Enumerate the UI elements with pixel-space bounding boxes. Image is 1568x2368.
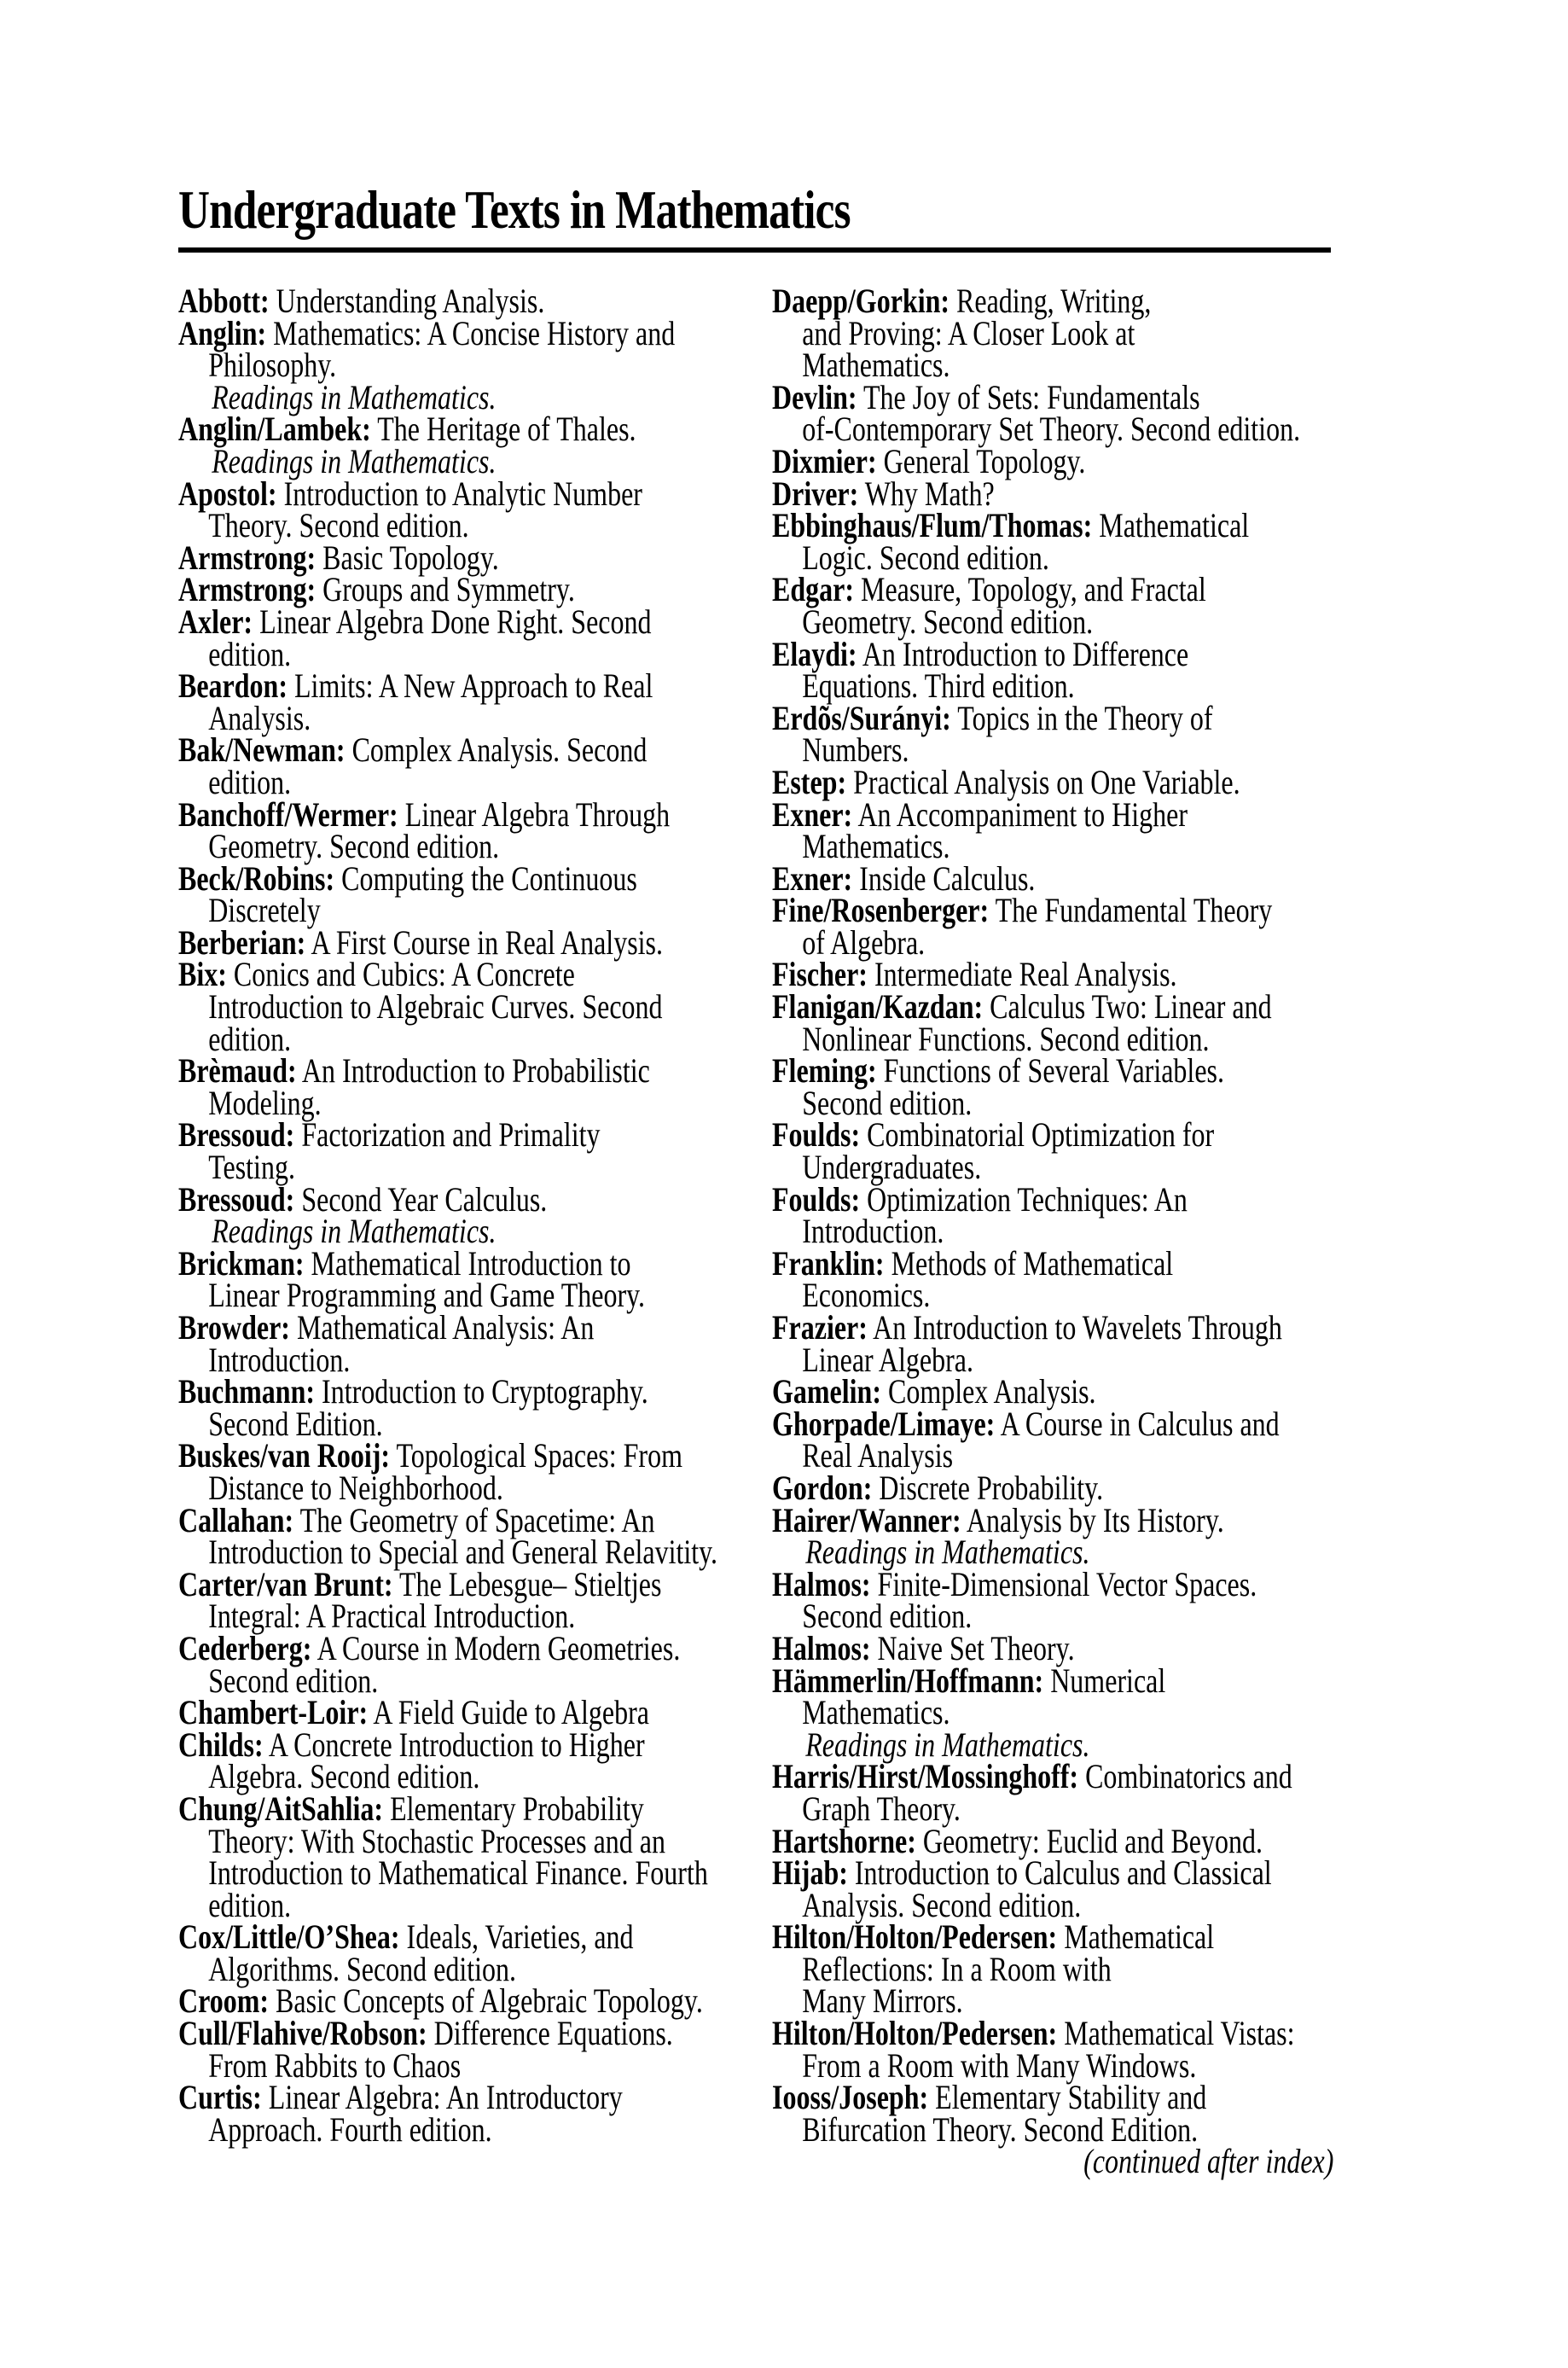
book-list-right-column bbox=[772, 282, 1390, 2181]
book-line: Chung/AitSahlia: Elementary Probability bbox=[178, 1789, 644, 1828]
book-author: Estep: bbox=[772, 762, 847, 801]
book-line: Anglin/Lambek: The Heritage of Thales. bbox=[178, 410, 636, 449]
book-line: Hairer/Wanner: Analysis by Its History. bbox=[772, 1500, 1224, 1539]
book-line: Second Edition. bbox=[208, 1404, 383, 1443]
continued-after-index-note: (continued after index) bbox=[1083, 2142, 1334, 2181]
book-line: Frazier: An Introduction to Wavelets Through bbox=[772, 1308, 1282, 1347]
book-line: Testing. bbox=[208, 1148, 295, 1187]
book-author: Banchoff/Wermer: bbox=[178, 794, 398, 834]
book-line: Bix: Conics and Cubics: A Concrete bbox=[178, 955, 575, 994]
book-author: Anglin/Lambek: bbox=[178, 410, 371, 449]
book-line: Fleming: Functions of Several Variables. bbox=[772, 1051, 1224, 1091]
book-line: Banchoff/Wermer: Linear Algebra Through bbox=[178, 794, 671, 834]
book-line: Theory. Second edition. bbox=[208, 506, 469, 545]
book-line: Second edition. bbox=[208, 1661, 379, 1700]
book-line: Halmos: Naive Set Theory. bbox=[772, 1628, 1075, 1667]
book-author: Exner: bbox=[772, 794, 853, 834]
book-line: Fine/Rosenberger: The Fundamental Theory bbox=[772, 891, 1273, 930]
book-author: Halmos: bbox=[772, 1564, 871, 1603]
book-author: Hämmerlin/Hoffmann: bbox=[772, 1661, 1044, 1700]
book-line: Bifurcation Theory. Second Edition. bbox=[802, 2109, 1199, 2149]
book-line: Algorithms. Second edition. bbox=[208, 1949, 517, 1988]
book-line: Readings in Mathematics. bbox=[212, 377, 497, 416]
book-line: Anglin: Mathematics: A Concise History and bbox=[178, 313, 676, 352]
book-line: Hilton/Holton/Pedersen: Mathematical Vistas: bbox=[772, 2014, 1295, 2053]
book-line: Ebbinghaus/Flum/Thomas: Mathematical bbox=[772, 506, 1250, 545]
book-author: Hilton/Holton/Pedersen: bbox=[772, 1917, 1058, 1957]
book-line: Daepp/Gorkin: Reading, Writing, bbox=[772, 282, 1152, 320]
book-author: Foulds: bbox=[772, 1179, 861, 1219]
book-author: Iooss/Joseph: bbox=[772, 2078, 929, 2117]
book-author: Axler: bbox=[178, 602, 253, 641]
book-line: Second edition. bbox=[802, 1083, 973, 1122]
book-line: Foulds: Optimization Techniques: An bbox=[772, 1179, 1188, 1219]
book-line: Buchmann: Introduction to Cryptography. bbox=[178, 1372, 648, 1411]
book-author: Bressoud: bbox=[178, 1115, 295, 1155]
book-author: Fleming: bbox=[772, 1051, 877, 1091]
book-line: Cox/Little/O’Shea: Ideals, Varieties, and bbox=[178, 1917, 634, 1957]
book-line: Apostol: Introduction to Analytic Number bbox=[178, 474, 642, 513]
book-author: Brèmaud: bbox=[178, 1051, 297, 1091]
book-line: Harris/Hirst/Mossinghoff: Combinatorics and bbox=[772, 1757, 1292, 1796]
book-author: Cederberg: bbox=[178, 1628, 312, 1667]
book-line: Carter/van Brunt: The Lebesgue– Stieltjes bbox=[178, 1564, 662, 1603]
book-line: Discretely bbox=[208, 891, 321, 930]
book-line: edition. bbox=[208, 634, 292, 673]
book-line: Approach. Fourth edition. bbox=[208, 2109, 492, 2149]
book-line: Theory: With Stochastic Processes and an bbox=[208, 1821, 665, 1860]
book-line: Abbott: Understanding Analysis. bbox=[178, 282, 545, 320]
book-author: Cox/Little/O’Shea: bbox=[178, 1917, 400, 1957]
book-line: Economics. bbox=[802, 1276, 931, 1315]
book-author: Devlin: bbox=[772, 377, 857, 416]
book-line: Gamelin: Complex Analysis. bbox=[772, 1372, 1096, 1411]
book-author: Edgar: bbox=[772, 570, 854, 609]
book-author: Hilton/Holton/Pedersen: bbox=[772, 2014, 1058, 2053]
book-author: Armstrong: bbox=[178, 570, 317, 609]
book-line: Reflections: In a Room with bbox=[802, 1949, 1112, 1988]
book-line: Readings in Mathematics. bbox=[805, 1725, 1090, 1764]
book-author: Elaydi: bbox=[772, 634, 857, 673]
book-author: Chung/AitSahlia: bbox=[178, 1789, 384, 1828]
book-line: Introduction to Algebraic Curves. Second bbox=[208, 987, 663, 1027]
book-line: Distance to Neighborhood. bbox=[208, 1468, 503, 1507]
book-line: Geometry. Second edition. bbox=[208, 827, 500, 866]
book-line: Hartshorne: Geometry: Euclid and Beyond. bbox=[772, 1821, 1263, 1860]
book-line: Numbers. bbox=[802, 730, 909, 770]
book-line: Bressoud: Factorization and Primality bbox=[178, 1115, 601, 1155]
book-author: Fischer: bbox=[772, 955, 868, 994]
book-author: Erdõs/Surányi: bbox=[772, 698, 951, 737]
book-line: Beck/Robins: Computing the Continuous bbox=[178, 858, 637, 898]
book-list-left-column bbox=[178, 282, 772, 2149]
book-line: Bressoud: Second Year Calculus. bbox=[178, 1179, 548, 1219]
book-author: Exner: bbox=[772, 858, 853, 898]
book-author: Driver: bbox=[772, 474, 859, 513]
book-line: Bak/Newman: Complex Analysis. Second bbox=[178, 730, 648, 770]
book-line: Berberian: A First Course in Real Analysis. bbox=[178, 922, 663, 962]
book-line: Childs: A Concrete Introduction to Higher bbox=[178, 1725, 645, 1764]
book-author: Cull/Flahive/Robson: bbox=[178, 2014, 427, 2053]
book-line: Armstrong: Basic Topology. bbox=[178, 538, 499, 577]
book-author: Apostol: bbox=[178, 474, 277, 513]
book-line: Real Analysis bbox=[802, 1436, 954, 1475]
book-line: Hilton/Holton/Pedersen: Mathematical bbox=[772, 1917, 1215, 1957]
book-author: Curtis: bbox=[178, 2078, 262, 2117]
book-line: Estep: Practical Analysis on One Variable. bbox=[772, 762, 1240, 801]
book-author: Dixmier: bbox=[772, 441, 877, 480]
book-line: edition. bbox=[208, 762, 292, 801]
book-line: Readings in Mathematics. bbox=[212, 1212, 497, 1251]
book-line: Browder: Mathematical Analysis: An bbox=[178, 1308, 595, 1347]
book-line: Foulds: Combinatorial Optimization for bbox=[772, 1115, 1215, 1155]
book-author: Childs: bbox=[178, 1725, 264, 1764]
book-line: of Algebra. bbox=[802, 922, 926, 962]
book-line: Curtis: Linear Algebra: An Introductory bbox=[178, 2078, 623, 2117]
book-line: Integral: A Practical Introduction. bbox=[208, 1597, 576, 1636]
book-line: Undergraduates. bbox=[802, 1148, 982, 1187]
book-line: Many Mirrors. bbox=[802, 1981, 963, 2021]
book-author: Franklin: bbox=[772, 1243, 885, 1283]
book-author: Ebbinghaus/Flum/Thomas: bbox=[772, 506, 1093, 545]
book-line: Logic. Second edition. bbox=[802, 538, 1049, 577]
book-line: Cederberg: A Course in Modern Geometries. bbox=[178, 1628, 681, 1667]
book-line: Introduction. bbox=[802, 1212, 944, 1251]
book-line: Edgar: Measure, Topology, and Fractal bbox=[772, 570, 1206, 609]
book-author: Flanigan/Kazdan: bbox=[772, 987, 984, 1027]
book-line: Elaydi: An Introduction to Difference bbox=[772, 634, 1189, 673]
book-author: Bix: bbox=[178, 955, 227, 994]
book-line: Equations. Third edition. bbox=[802, 666, 1075, 706]
book-line: Mathematics. bbox=[802, 1693, 950, 1732]
book-author: Browder: bbox=[178, 1308, 290, 1347]
book-line: Armstrong: Groups and Symmetry. bbox=[178, 570, 575, 609]
book-author: Abbott: bbox=[178, 282, 270, 320]
book-line: Buskes/van Rooij: Topological Spaces: From bbox=[178, 1436, 682, 1475]
book-line: Exner: An Accompaniment to Higher bbox=[772, 794, 1188, 834]
book-line: Algebra. Second edition. bbox=[208, 1757, 480, 1796]
book-line: Mathematics. bbox=[802, 827, 950, 866]
book-line: Mathematics. bbox=[802, 346, 950, 385]
book-line: Geometry. Second edition. bbox=[802, 602, 1094, 641]
book-line: of-Contemporary Set Theory. Second edition. bbox=[802, 410, 1301, 449]
book-line: Flanigan/Kazdan: Calculus Two: Linear and bbox=[772, 987, 1272, 1027]
book-author: Hijab: bbox=[772, 1853, 848, 1893]
book-author: Bak/Newman: bbox=[178, 730, 346, 770]
book-line: Second edition. bbox=[802, 1597, 973, 1636]
book-author: Beardon: bbox=[178, 666, 287, 706]
book-line: Readings in Mathematics. bbox=[805, 1533, 1090, 1572]
book-line: Halmos: Finite-Dimensional Vector Spaces. bbox=[772, 1564, 1257, 1603]
book-line: Modeling. bbox=[208, 1083, 322, 1122]
book-line: Hämmerlin/Hoffmann: Numerical bbox=[772, 1661, 1166, 1700]
book-line: Chambert-Loir: A Field Guide to Algebra bbox=[178, 1693, 649, 1732]
book-line: Dixmier: General Topology. bbox=[772, 441, 1086, 480]
book-line: Fischer: Intermediate Real Analysis. bbox=[772, 955, 1177, 994]
book-author: Buskes/van Rooij: bbox=[178, 1436, 391, 1475]
book-line: Brickman: Mathematical Introduction to bbox=[178, 1243, 631, 1283]
book-line: Gordon: Discrete Probability. bbox=[772, 1468, 1104, 1507]
title-rule bbox=[178, 247, 1331, 253]
book-author: Armstrong: bbox=[178, 538, 317, 577]
book-line: From a Room with Many Windows. bbox=[802, 2045, 1197, 2085]
book-line: Callahan: The Geometry of Spacetime: An bbox=[178, 1500, 655, 1539]
book-line: Readings in Mathematics. bbox=[212, 441, 497, 480]
book-line: Axler: Linear Algebra Done Right. Second bbox=[178, 602, 652, 641]
book-line: Cull/Flahive/Robson: Difference Equations. bbox=[178, 2014, 673, 2053]
book-author: Callahan: bbox=[178, 1500, 294, 1539]
book-line: Introduction. bbox=[208, 1340, 351, 1379]
book-author: Frazier: bbox=[772, 1308, 868, 1347]
book-author: Buchmann: bbox=[178, 1372, 316, 1411]
book-line: Beardon: Limits: A New Approach to Real bbox=[178, 666, 653, 706]
book-author: Croom: bbox=[178, 1981, 270, 2021]
book-line: Philosophy. bbox=[208, 346, 337, 385]
book-line: Brèmaud: An Introduction to Probabilistic bbox=[178, 1051, 650, 1091]
book-author: Hairer/Wanner: bbox=[772, 1500, 961, 1539]
book-author: Chambert-Loir: bbox=[178, 1693, 369, 1732]
book-line: Analysis. bbox=[208, 698, 311, 737]
page-content bbox=[178, 179, 1390, 2181]
book-line: Erdõs/Surányi: Topics in the Theory of bbox=[772, 698, 1213, 737]
book-author: Gamelin: bbox=[772, 1372, 881, 1411]
book-line: Linear Algebra. bbox=[802, 1340, 973, 1379]
book-author: Daepp/Gorkin: bbox=[772, 282, 950, 320]
book-line: Iooss/Joseph: Elementary Stability and bbox=[772, 2078, 1207, 2117]
book-line: Croom: Basic Concepts of Algebraic Topology. bbox=[178, 1981, 703, 2021]
book-author: Beck/Robins: bbox=[178, 858, 335, 898]
book-line: Nonlinear Functions. Second edition. bbox=[802, 1019, 1210, 1058]
book-line: Ghorpade/Limaye: A Course in Calculus and bbox=[772, 1404, 1280, 1443]
book-line: Franklin: Methods of Mathematical bbox=[772, 1243, 1174, 1283]
page-title: Undergraduate Texts in Mathematics bbox=[178, 179, 851, 240]
book-author: Gordon: bbox=[772, 1468, 873, 1507]
book-line: Devlin: The Joy of Sets: Fundamentals bbox=[772, 377, 1200, 416]
book-author: Halmos: bbox=[772, 1628, 871, 1667]
book-author: Brickman: bbox=[178, 1243, 305, 1283]
book-line: Exner: Inside Calculus. bbox=[772, 858, 1036, 898]
book-author: Bressoud: bbox=[178, 1179, 295, 1219]
book-line: Graph Theory. bbox=[802, 1789, 961, 1828]
book-author: Hartshorne: bbox=[772, 1821, 916, 1860]
book-line: edition. bbox=[208, 1019, 292, 1058]
book-line: Driver: Why Math? bbox=[772, 474, 995, 513]
book-author: Berberian: bbox=[178, 922, 306, 962]
book-line: edition. bbox=[208, 1885, 292, 1924]
book-line: Introduction to Mathematical Finance. Fourth bbox=[208, 1853, 708, 1893]
book-line: Hijab: Introduction to Calculus and Classical bbox=[772, 1853, 1272, 1893]
book-author: Ghorpade/Limaye: bbox=[772, 1404, 996, 1443]
book-line: From Rabbits to Chaos bbox=[208, 2045, 462, 2085]
book-line: Analysis. Second edition. bbox=[802, 1885, 1082, 1924]
book-line: Linear Programming and Game Theory. bbox=[208, 1276, 646, 1315]
book-author: Fine/Rosenberger: bbox=[772, 891, 990, 930]
book-author: Foulds: bbox=[772, 1115, 861, 1155]
book-author: Carter/van Brunt: bbox=[178, 1564, 393, 1603]
book-author: Harris/Hirst/Mossinghoff: bbox=[772, 1757, 1079, 1796]
series-title-block bbox=[178, 179, 1147, 240]
book-line: Introduction to Special and General Relavitity. bbox=[208, 1533, 718, 1572]
book-author: Anglin: bbox=[178, 313, 267, 352]
book-line: and Proving: A Closer Look at bbox=[802, 313, 1135, 352]
